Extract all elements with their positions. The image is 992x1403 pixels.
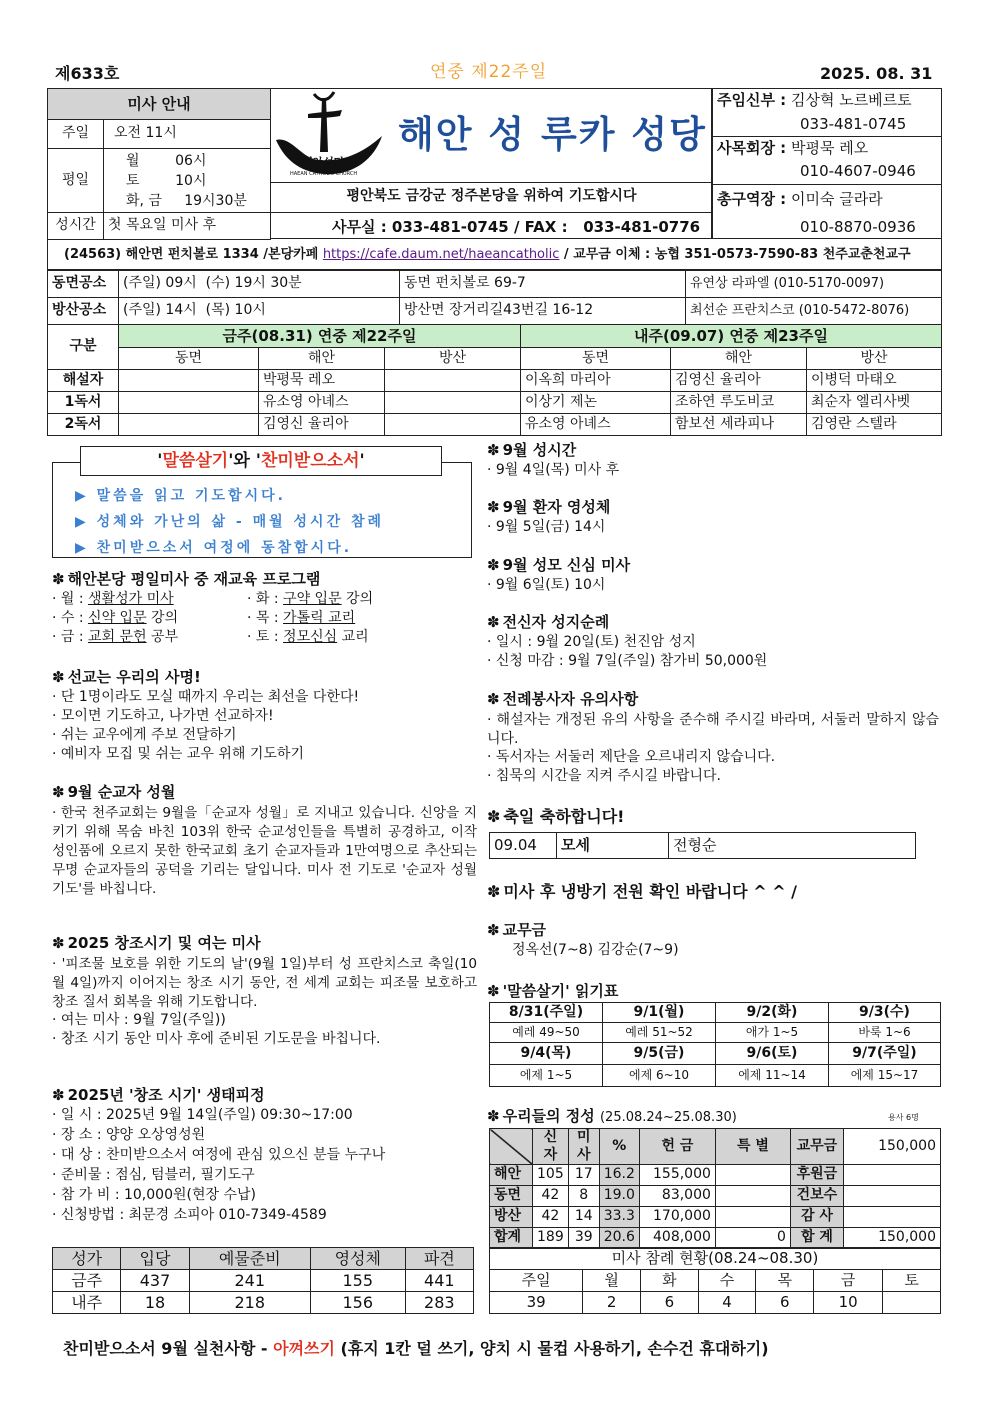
mass-label: 평일 [48, 149, 104, 213]
roles-header: 구분 [48, 325, 119, 370]
station-leader: 최선순 프란치스코 (010-5472-8076) [686, 298, 942, 325]
mission-stations-table [47, 270, 942, 325]
reading-title: ✽ '말씀살기' 읽기표 [487, 982, 619, 1000]
retreat-section: ✽ 2025년 '창조 시기' 생태피정 · 일 시 : 2025년 9월 14일(주일) 09:30~17:00 · 장 소 : 양양 오상영성원 · 대 상 : 찬미받으소서 여정에 관심 있으신 분들 누구나 · 준비물 : 점심, 텀블러, 필기도구 · 참 가 비 : 10,000원(현장 수납) · 신청방법 : 최문경 소피아 010-7349-4589 [52, 1086, 386, 1223]
station-name: 동면공소 [48, 271, 119, 298]
mary-mass-section: ✽ 9월 성모 신심 미사 · 9월 6일(토) 10시 [487, 556, 631, 593]
tithe-section: ✽ 교무금 정옥선(7~8) 김강순(7~9) [487, 921, 679, 958]
role-person: 박평묵 레오 [259, 370, 385, 392]
reading-table: 8/31(주일) 9/1(월) 9/2(화) 9/3(수) 예레 49~50 예레 51~52 애가 1~5 바룩 1~6 9/4(목) 9/5(금) 9/6(토) 9/7(주일) 에제 1~5 에제 6~10 에제 11~14 에제 15~17 [489, 1002, 941, 1087]
roles-col: 동면 [521, 348, 671, 370]
offering-title: ✽ 우리들의 정성 (25.08.24~25.08.30) [487, 1107, 737, 1125]
sacrament-table: 성가 입당 예물준비 영성체 파견 금주 437 241 155 441 내주 18 218 156 283 [52, 1247, 474, 1314]
creation-section: ✽ 2025 창조시기 및 여는 미사 · '피조물 보호를 위한 기도의 날'(9월 1일)부터 성 프란치스코 축일(10월 4일)까지 이어지는 창조 시기 동안, 전 세계 교회는 피조물 보호하고 창조 질서 회복을 위해 기도합니다. · 여는 미사 : 9월 7일(주일)) · 창조 시기 동안 미사 후에 준비된 기도문을 바칩니다. [52, 934, 477, 1047]
mission-section: ✽ 선교는 우리의 사명! · 단 1명이라도 모실 때까지 우리는 최선을 다한다! · 모이면 기도하고, 나가면 선교하자! · 쉬는 교우에게 주보 전달하기 · 예비자 모집 및 쉬는 교우 위해 기도하기 [52, 668, 360, 762]
role-person: 김영신 율리아 [671, 370, 807, 392]
issue-number: 제633호 [55, 64, 120, 83]
mass-label: 주일 [48, 120, 104, 149]
attendance-table: 미사 참례 현황(08.24~08.30) 주일 월 화 수 목 금 토 39 2 6 4 6 10 [489, 1247, 941, 1314]
feast-section: ✽ 축일 축하합니다! [487, 807, 625, 826]
logo-subtext: HAEAN CATHOLIC CHURCH [290, 171, 358, 177]
role-person: 조하연 루도비코 [671, 392, 807, 414]
edu-title: 해안본당 평일미사 중 재교육 프로그램 [67, 570, 321, 588]
logo-text: 해안성당 [300, 156, 343, 169]
edu-section: ✽ 해안본당 평일미사 중 재교육 프로그램 · 월 : 생활성가 미사 · 화 : 구약 입문 강의 · 수 : 신약 입문 강의 · 목 : 가톨릭 교리 · 금 : 교회 문헌 공부 · 토 : 정모신심 교리 [52, 570, 374, 645]
station-leader: 유연상 라파엘 (010-5170-0097) [686, 271, 942, 298]
pilgrimage-section: ✽ 전신자 성지순례 · 일시 : 9월 20일(토) 천진암 성지 · 신청 마감 : 9월 7일(주일) 참가비 50,000원 [487, 613, 768, 669]
attendance-title: 미사 참례 현황(08.24~08.30) [490, 1248, 941, 1270]
mass-info-table [47, 88, 271, 240]
mass-info-title: 미사 안내 [48, 89, 271, 120]
feast-table: 09.04 모세 전형순 [489, 832, 916, 859]
staff-district: 총구역장 : 이미숙 글라라 [717, 190, 883, 208]
station-address: 동면 펀치볼로 69-7 [400, 271, 686, 298]
parish-name: 해안 성 루카 성당 [398, 113, 707, 156]
role-person: 이옥희 마리아 [521, 370, 671, 392]
role-name: 1독서 [48, 392, 119, 414]
offering-note: 용사 6명 [888, 1113, 919, 1122]
staff-divider [712, 136, 942, 137]
staff-pastor-phone: 033-481-0745 [800, 115, 907, 133]
mass-label: 성시간 [48, 213, 104, 240]
sick-communion-section: ✽ 9월 환자 영성체 · 9월 5일(금) 14시 [487, 498, 611, 535]
mass-time: 토 10시 [126, 172, 207, 189]
staff-council-phone: 010-4607-0946 [800, 162, 916, 180]
staff-council: 사목회장 : 박평묵 레오 [717, 139, 869, 157]
roles-col: 해안 [259, 348, 385, 370]
mass-time: 월 06시 [126, 152, 207, 169]
liturgy-notes-section: ✽ 전례봉사자 유의사항 · 해설자는 개정된 유의 사항을 준수해 주시길 바라며, 서둘러 말하지 않습니다. · 독서자는 서둘러 제단을 오르내리지 않습니다. · 침묵의 시간을 지켜 주시길 바랍니다. [487, 690, 939, 784]
mass-time: 첫 목요일 미사 후 [104, 213, 271, 240]
issue-date: 2025. 08. 31 [820, 64, 933, 83]
martyrs-section: ✽ 9월 순교자 성월 · 한국 천주교회는 9월을「순교자 성월」로 지내고 있습니다. 신앙을 지키기 위해 목숨 바친 103위 한국 순교성인들을 특별히 공경하고, 이작 성인품에 오르지 못한 한국교회 초기 순교자들과 1만여명으로 추산되는 무명 순교자들의 공덕을 기리는 달입니다. 미사 전 기도로 '순교자 성월기도'를 바칩니다. [52, 783, 477, 897]
role-person: 이상기 제논 [521, 392, 671, 414]
role-person: 함보선 세라피나 [671, 414, 807, 436]
role-person: 유소영 아녜스 [521, 414, 671, 436]
mass-time: 오전 11시 [104, 120, 271, 149]
roles-col: 방산 [385, 348, 521, 370]
aircon-notice: ✽ 미사 후 냉방기 전원 확인 바랍니다 ^ ^ / [487, 882, 798, 901]
cafe-link[interactable]: https://cafe.daum.net/haeancatholic [322, 247, 560, 262]
liturgy-roles-table [47, 324, 942, 436]
role-name: 해설자 [48, 370, 119, 392]
liturgical-week: 연중 제22주일 [430, 62, 548, 82]
role-person: 이병덕 마태오 [807, 370, 942, 392]
roles-col: 방산 [807, 348, 942, 370]
next-week-header: 내주(09.07) 연중 제23주일 [521, 325, 942, 348]
roles-col: 해안 [671, 348, 807, 370]
staff-district-phone: 010-8870-0936 [800, 218, 916, 236]
station-address: 방산면 장거리길43번길 16-12 [400, 298, 686, 325]
this-week-header: 금주(08.31) 연중 제22주일 [119, 325, 521, 348]
role-person: 유소영 아녜스 [259, 392, 385, 414]
role-person: 최순자 엘리사벳 [807, 392, 942, 414]
staff-divider [712, 184, 942, 185]
station-time: (주일) 14시 (목) 10시 [119, 298, 400, 325]
offering-table: 신자 미사 % 헌 금 특 별 교무금 150,000 해안 105 17 16.2 155,000 후원금 동면 42 8 19.0 83,000 건보수 방산 42 14 33.3 170,000 감 사 합계 189 39 20.6 408,000 0 합 계 150,000 [489, 1128, 941, 1249]
staff-pastor: 주임신부 : 김상혁 노르베르토 [717, 91, 912, 109]
address-line: (24563) 해안면 펀치볼로 1334 /본당카페 https://cafe.daum.net/haeancatholic / 교무금 이체 : 농협 351-0573-7590-83 천주교춘천교구 [64, 247, 911, 262]
mass-time: 화, 금 19시30분 [126, 192, 247, 209]
footer-practice: 찬미받으소서 9월 실천사항 - 아껴쓰기 (휴지 1칸 덜 쓰기, 양치 시 물컵 사용하기, 손수건 휴대하기) [63, 1339, 769, 1358]
station-name: 방산공소 [48, 298, 119, 325]
banner-title: '말씀살기'와 '찬미받으소서' [80, 446, 442, 476]
role-person: 김영신 율리아 [259, 414, 385, 436]
office-contact: 사무실 : 033-481-0745 / FAX : 033-481-0776 [332, 218, 701, 236]
role-person: 김영란 스텔라 [807, 414, 942, 436]
role-name: 2독서 [48, 414, 119, 436]
holy-hour-section: ✽ 9월 성시간 · 9월 4일(목) 미사 후 [487, 441, 620, 478]
roles-col: 동면 [119, 348, 259, 370]
banner-lines: ▶ 말씀을 읽고 기도합시다. ▶ 성체와 가난의 삶 - 매월 성시간 참례 ▶ 찬미받으소서 여정에 동참합시다. [75, 488, 385, 556]
prayer-intention: 평안북도 금강군 정주본당을 위하여 기도합시다 [346, 188, 637, 204]
station-time: (주일) 09시 (수) 19시 30분 [119, 271, 400, 298]
